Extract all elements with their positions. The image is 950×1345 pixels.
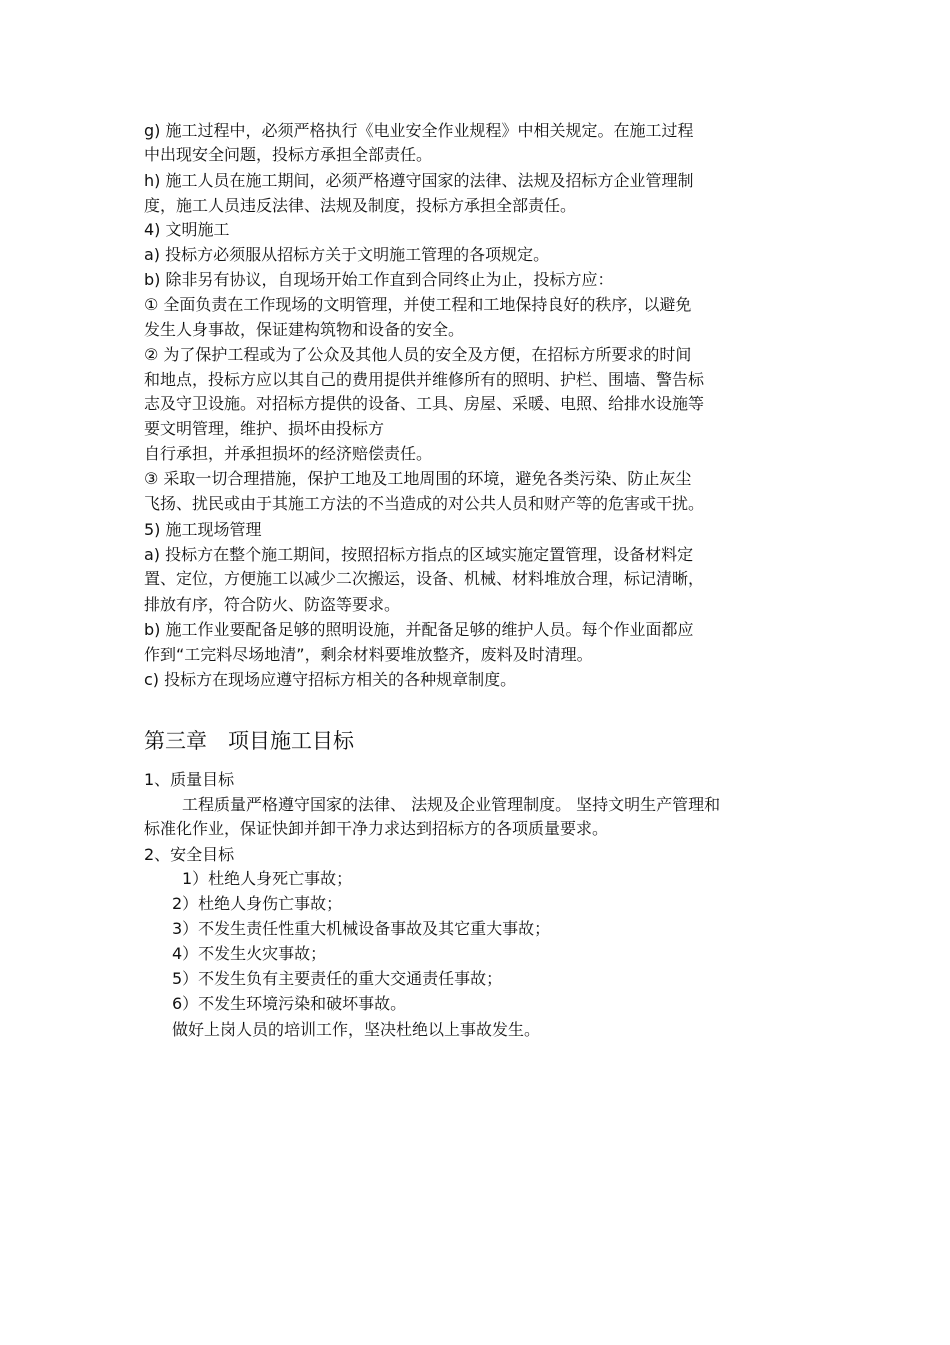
text-line: 飞扬、扰民或由于其施工方法的不当造成的对公共人员和财产等的危害或干扰。 [144,494,705,513]
text-line: g) 施工过程中，必须严格执行《电业安全作业规程》中相关规定。在施工过程 [144,121,694,140]
safety-goal-item: 4）不发生火灾事故； [172,944,327,963]
text-line: c) 投标方在现场应遵守招标方相关的各种规章制度。 [144,670,517,689]
text-line: a) 投标方在整个施工期间，按照招标方指点的区域实施定置管理，设备材料定 [144,545,694,564]
text-line: 自行承担，并承担损坏的经济赔偿责任。 [144,444,433,463]
text-line: ③ 采取一切合理措施，保护工地及工地周围的环境，避免各类污染、防止灰尘 [144,469,692,488]
text-line: b) 施工作业要配备足够的照明设施，并配备足够的维护人员。每个作业面都应 [144,620,694,639]
quality-goal-text: 工程质量严格遵守国家的法律、 法规及企业管理制度。 坚持文明生产管理和 [182,795,721,814]
safety-closing-text: 做好上岗人员的培训工作，坚决杜绝以上事故发生。 [172,1020,541,1039]
quality-goal-heading: 1、质量目标 [144,770,235,789]
text-line: 和地点，投标方应以其自己的费用提供并维修所有的照明、护栏、围墙、警告标 [144,370,705,389]
text-line: 排放有序，符合防火、防盗等要求。 [144,595,401,614]
text-line: 要文明管理，维护、损坏由投标方 [144,419,385,438]
text-line: 置、定位，方便施工以减少二次搬运，设备、机械、材料堆放合理，标记清晰， [144,569,705,588]
subsection-heading: 5) 施工现场管理 [144,520,262,539]
safety-goal-item: 2）杜绝人身伤亡事故； [172,894,343,913]
text-line: b) 除非另有协议，自现场开始工作直到合同终止为止，投标方应： [144,270,614,289]
text-line: 度，施工人员违反法律、法规及制度，投标方承担全部责任。 [144,196,577,215]
chapter-title: 第三章 项目施工目标 [144,729,354,753]
text-line: 作到“工完料尽场地清”，剩余材料要堆放整齐，废料及时清理。 [144,645,593,664]
quality-goal-text: 标准化作业，保证快卸并卸干净力求达到招标方的各项质量要求。 [144,819,609,838]
text-line: 发生人身事故，保证建构筑物和设备的安全。 [144,320,465,339]
safety-goal-heading: 2、安全目标 [144,845,235,864]
text-line: 志及守卫设施。对招标方提供的设备、工具、房屋、采暖、电照、给排水设施等 [144,394,705,413]
text-line: a) 投标方必须服从招标方关于文明施工管理的各项规定。 [144,245,550,264]
text-line: 中出现安全问题，投标方承担全部责任。 [144,145,433,164]
text-line: ② 为了保护工程或为了公众及其他人员的安全及方便，在招标方所要求的时间 [144,345,692,364]
text-line: ① 全面负责在工作现场的文明管理，并使工程和工地保持良好的秩序，以避免 [144,295,692,314]
safety-goal-item: 1）杜绝人身死亡事故； [182,869,353,888]
text-line: h) 施工人员在施工期间，必须严格遵守国家的法律、法规及招标方企业管理制 [144,171,694,190]
safety-goal-item: 5）不发生负有主要责任的重大交通责任事故； [172,969,503,988]
safety-goal-item: 6）不发生环境污染和破坏事故。 [172,994,407,1013]
subsection-heading: 4) 文明施工 [144,220,230,239]
safety-goal-item: 3）不发生责任性重大机械设备事故及其它重大事故； [172,919,551,938]
